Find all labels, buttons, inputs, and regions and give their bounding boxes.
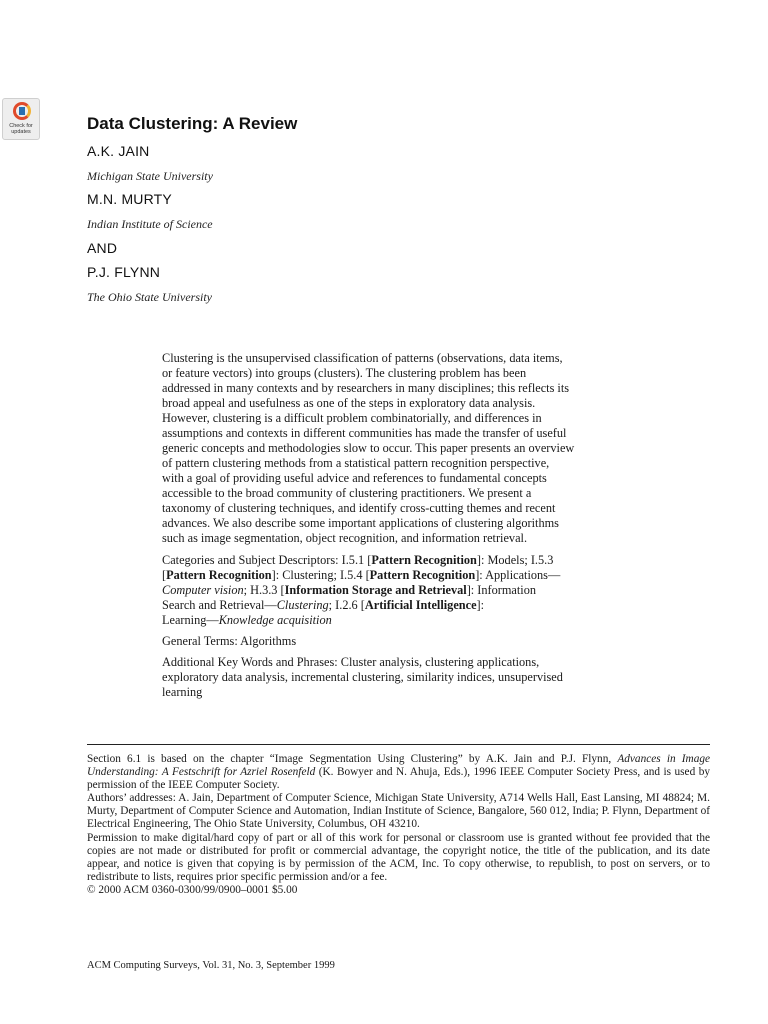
abstract-line: such as image segmentation, object recognition, and information retrieval. — [162, 531, 528, 545]
text-span: (K. Bowyer and N. Ahuja, Eds.), 1996 IEEE Computer Society Press, and is used by permission of the IEEE Computer Society. — [87, 766, 710, 792]
abstract-line: However, clustering is a difficult problem combinatorially, and differences in — [162, 411, 542, 425]
text-span: Categories and Subject Descriptors: I.5.1 [ — [162, 553, 372, 567]
author-name: P.J. FLYNN — [87, 264, 161, 280]
bold-term: Information Storage and Retrieval — [284, 583, 467, 597]
text-span: ]: Applications— — [475, 568, 561, 582]
author-affiliation: Indian Institute of Science — [87, 217, 213, 231]
abstract-line: with a goal of providing useful advice and references to fundamental concepts — [162, 471, 547, 485]
text-span: Search and Retrieval— — [162, 598, 277, 612]
paper-title: Data Clustering: A Review — [87, 114, 298, 133]
footnote-block — [87, 753, 710, 897]
italic-term: Computer vision — [162, 583, 244, 597]
italic-term: Clustering — [276, 598, 329, 612]
author-conjunction: AND — [87, 240, 118, 256]
keywords-line: Additional Key Words and Phrases: Cluster analysis, clustering applications, — [162, 655, 540, 669]
text-span: ]: Clustering; I.5.4 [ — [271, 568, 370, 582]
text-span: ]: — [476, 598, 485, 612]
text-span: [ — [162, 568, 167, 582]
text-span: Section 6.1 is based on the chapter “Image Segmentation Using Clustering” by A.K. Jain and P.J. Flynn, — [87, 753, 618, 765]
author-name: A.K. JAIN — [87, 143, 150, 159]
check-for-updates-badge[interactable] — [2, 98, 40, 140]
author-name: M.N. MURTY — [87, 191, 172, 207]
badge-line-1: Check for — [9, 123, 33, 129]
bold-term: Pattern Recognition — [166, 568, 272, 582]
keywords-line: learning — [162, 685, 203, 699]
general-terms: General Terms: Algorithms — [162, 634, 297, 648]
footnote-permission: Permission to make digital/hard copy of part or all of this work for personal or classroom use is granted without fee provided that the copies are not made or distributed for profit or commercial advantage, the copyright notice, the title of the publication, and its date appear, and notice is given that copying is by permission of the ACM, Inc. To copy otherwise, to republish, to post on servers, or to redistribute to lists, requires prior specific permission and/or a fee. — [87, 831, 710, 883]
journal-footer: ACM Computing Surveys, Vol. 31, No. 3, September 1999 — [87, 960, 335, 971]
abstract-line: of pattern clustering methods from a statistical pattern recognition perspective, — [162, 456, 550, 470]
bold-term: Pattern Recognition — [371, 553, 477, 567]
abstract-line: advances. We also describe some important applications of clustering algorithms — [162, 516, 559, 530]
text-span: ]: Models; I.5.3 — [476, 553, 554, 567]
abstract-line: taxonomy of clustering techniques, and identify cross-cutting themes and recent — [162, 501, 556, 515]
text-span: ]: Information — [466, 583, 537, 597]
badge-line-2: updates — [11, 129, 31, 135]
subject-descriptors — [162, 553, 682, 628]
abstract-line: assumptions and contexts in different communities has made the transfer of useful — [162, 426, 567, 440]
keywords — [162, 655, 682, 700]
footnote-addresses: Authors’ addresses: A. Jain, Department of Computer Science, Michigan State University, A714 Wells Hall, East Lansing, MI 48824; M. Murty, Department of Computer Science and Automation, Indian Institute of Science, Bangalore, 560 012, India; P. Flynn, Department of Electrical Engineering, The Ohio State University, Columbus, OH 43210. — [87, 792, 710, 831]
italic-term: Knowledge acquisition — [218, 613, 332, 627]
keywords-line: exploratory data analysis, incremental clustering, similarity indices, unsupervised — [162, 670, 563, 684]
abstract-line: generic concepts and methodologies slow to occur. This paper presents an overview — [162, 441, 575, 455]
text-span: ; I.2.6 [ — [328, 598, 365, 612]
abstract-line: broad appeal and usefulness as one of the steps in exploratory data analysis. — [162, 396, 536, 410]
book-title: Advances in Image Understanding: A Festschrift for Azriel Rosenfeld — [87, 753, 711, 779]
abstract-line: or feature vectors) into groups (clusters). The clustering problem has been — [162, 366, 527, 380]
abstract-line: Clustering is the unsupervised classification of patterns (observations, data items, — [162, 351, 563, 365]
text-span: Learning— — [162, 613, 219, 627]
footnote-divider — [87, 744, 710, 745]
abstract-line: accessible to the broad community of clustering practitioners. We present a — [162, 486, 532, 500]
abstract-line: addressed in many contexts and by researchers in many disciplines; this reflects its — [162, 381, 570, 395]
text-span: ; H.3.3 [ — [243, 583, 285, 597]
author-affiliation: The Ohio State University — [87, 290, 212, 304]
abstract — [162, 351, 682, 700]
bold-term: Artificial Intelligence — [364, 598, 477, 612]
bold-term: Pattern Recognition — [369, 568, 476, 582]
footnote-section — [87, 753, 710, 792]
author-affiliation: Michigan State University — [87, 169, 213, 183]
badge-label — [3, 123, 39, 135]
bookmark-icon — [19, 107, 25, 115]
footnote-copyright: © 2000 ACM 0360-0300/99/0900–0001 $5.00 — [87, 883, 298, 896]
